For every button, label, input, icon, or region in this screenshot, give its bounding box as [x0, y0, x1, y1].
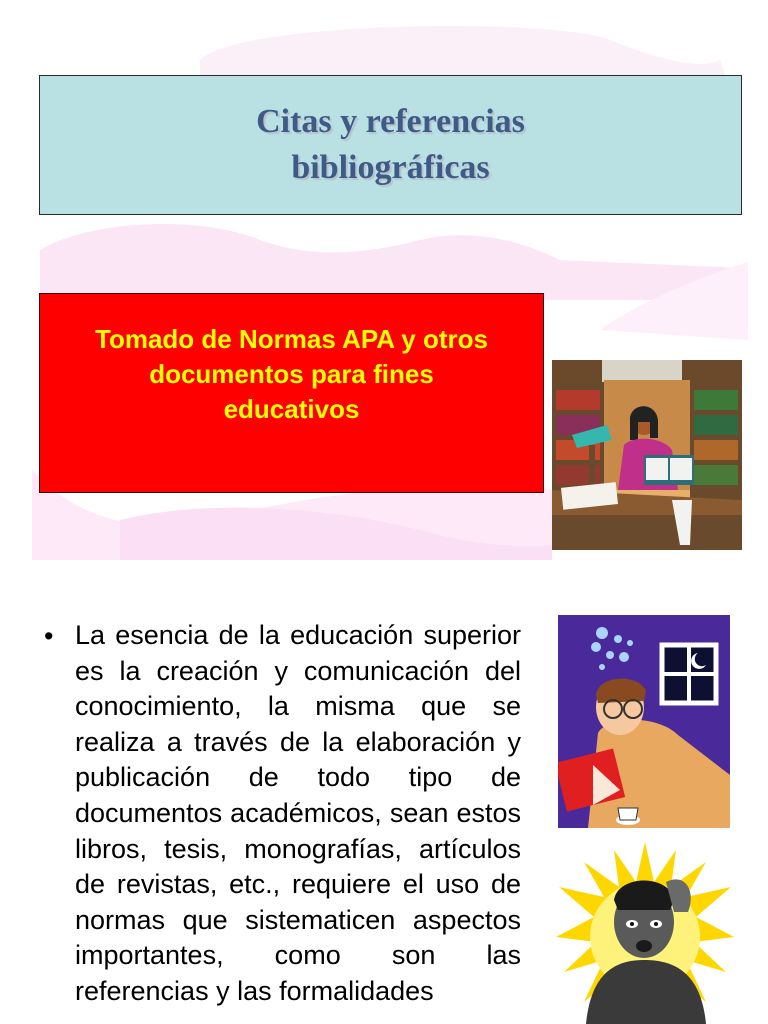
confused-man-image [556, 842, 734, 1024]
title-line-2: bibliográficas [291, 149, 490, 186]
subtitle-line-3: educativos [223, 394, 360, 424]
subtitle-line-2: documentos para fines [149, 359, 434, 389]
woman-reading-library-image [552, 360, 742, 550]
body-paragraph: La esencia de la educación superior es la creación y comunicación del conocimiento, la misma que se realiza a través de la elaboración y publicación de todo tipo de documentos académicos, sean estos libros, tesis, monografías, artículos de revistas, etc., requiere el uso de normas que sistematicen aspectos importantes, como son las referencias y las formalidades [75, 620, 521, 1006]
bullet-marker: • [44, 621, 54, 651]
subtitle-line-1: Tomado de Normas APA y otros [95, 324, 488, 354]
man-reading-at-night-image [558, 615, 730, 828]
title-box [39, 75, 742, 215]
subtitle-text [40, 322, 543, 427]
title-line-1: Citas y referencias [256, 103, 525, 140]
subtitle-box [39, 293, 544, 493]
